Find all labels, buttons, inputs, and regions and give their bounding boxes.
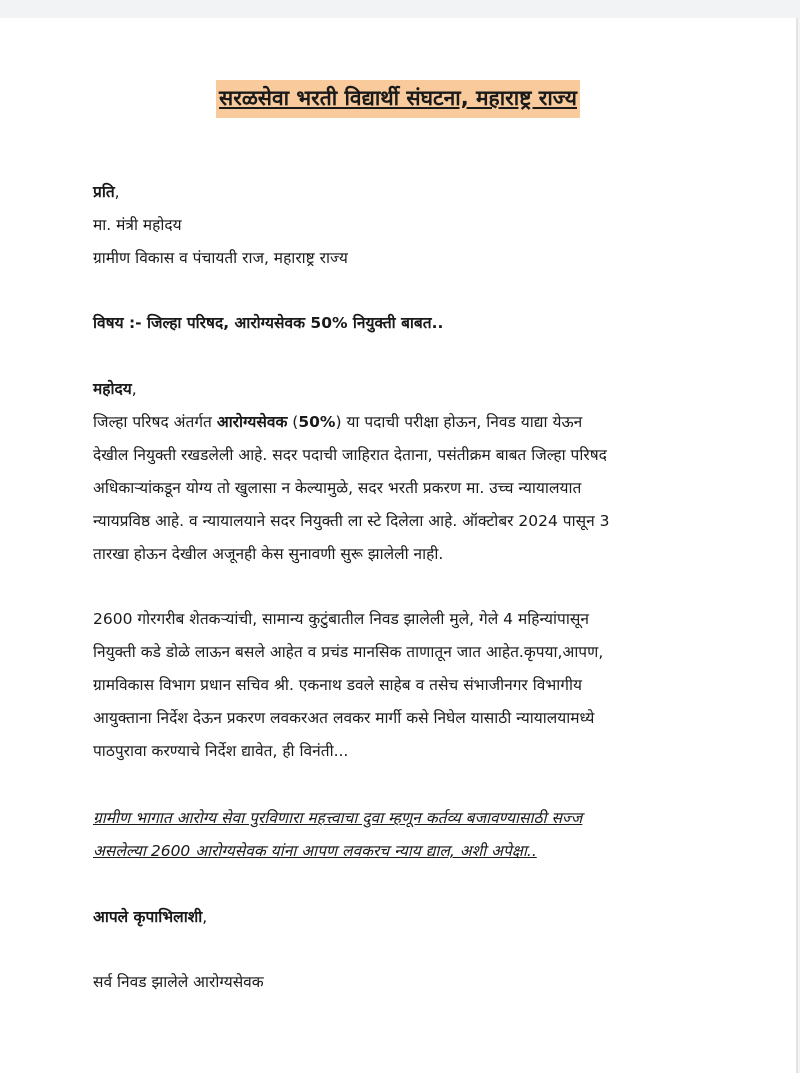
para1-paren-close: ) [335, 413, 347, 431]
comma: , [131, 380, 137, 398]
comma: , [114, 183, 120, 201]
comma: , [202, 908, 208, 926]
para1-paren-open: ( [287, 413, 299, 431]
salutation: महोदय [93, 380, 132, 398]
signature-text: सर्व निवड झालेले आरोग्यसेवक [93, 973, 264, 991]
subject-block [93, 307, 708, 340]
para1-start: जिल्हा परिषद अंतर्गत [93, 413, 217, 431]
para2-line-3: ग्रामविकास विभाग प्रधान सचिव श्री. एकनाथ डवले साहेब व तसेच संभाजीनगर विभागीय [93, 676, 582, 694]
para2-line-4: आयुक्ताना निर्देश देऊन प्रकरण लवकरअत लवकर मार्गी कसे निघेल यासाठी न्यायालयामध्ये [93, 709, 595, 727]
closing-text: आपले कृपाभिलाशी [93, 908, 203, 926]
title-container [0, 80, 796, 118]
appeal-line-2: असलेल्या 2600 आरोग्यसेवक यांना आपण लवकरच न्याय द्याल, अशी अपेक्षा.. [93, 842, 537, 860]
para1-post-name: आरोग्यसेवक [216, 413, 288, 431]
recipient-line-1: मा. मंत्री महोदय [93, 216, 182, 234]
recipient-block [93, 176, 708, 275]
appeal-paragraph [93, 802, 708, 868]
body-paragraph-1 [93, 373, 708, 571]
closing-block [93, 901, 708, 934]
para1-line1-rest: या पदाची परीक्षा होऊन, निवड याद्या येऊन [346, 413, 583, 431]
document-page [0, 18, 798, 1073]
body-paragraph-2 [93, 603, 708, 768]
para2-line-2: नियुक्ती कडे डोळे लाऊन बसले आहेत व प्रचंड मानसिक ताणातून जात आहेत.कृपया,आपण, [93, 643, 604, 661]
para2-line-5: पाठपुरावा करण्याचे निर्देश द्यावेत, ही विनंती... [93, 742, 349, 760]
appeal-line-1: ग्रामीण भागात आरोग्य सेवा पुरविणारा महत्त्वाचा दुवा म्हणून कर्तव्य बजावण्यासाठी सज्ज [93, 809, 583, 827]
para1-line-4: न्यायप्रविष्ठ आहे. व न्यायालयाने सदर नियुक्ती ला स्टे दिलेला आहे. ऑक्टोबर 2024 पासून 3 [93, 512, 610, 530]
subject-line: विषय :- जिल्हा परिषद, आरोग्यसेवक 50% नियुक्ती बाबत.. [93, 314, 444, 332]
para2-line-1: 2600 गोरगरीब शेतकऱ्यांची, सामान्य कुटुंबातील निवड झालेली मुले, गेले 4 महिन्यांपासून [93, 610, 589, 628]
para1-line-2: देखील नियुक्ती रखडलेली आहे. सदर पदाची जाहिरात देताना, पसंतीक्रम बाबत जिल्हा परिषद [93, 446, 607, 464]
prati-label: प्रति [93, 183, 115, 201]
para1-line-3: अधिकाऱ्यांकडून योग्य तो खुलासा न केल्यामुळे, सदर भरती प्रकरण मा. उच्च न्यायालयात [93, 479, 582, 497]
para1-percent: 50% [298, 413, 336, 431]
recipient-line-2: ग्रामीण विकास व पंचायती राज, महाराष्ट्र राज्य [93, 249, 348, 267]
signature-block [93, 966, 708, 999]
para1-line-5: तारखा होऊन देखील अजूनही केस सुनावणी सुरू झालेली नाही. [93, 545, 444, 563]
letter-title: सरळसेवा भरती विद्यार्थी संघटना, महाराष्ट्र राज्य [216, 80, 580, 118]
